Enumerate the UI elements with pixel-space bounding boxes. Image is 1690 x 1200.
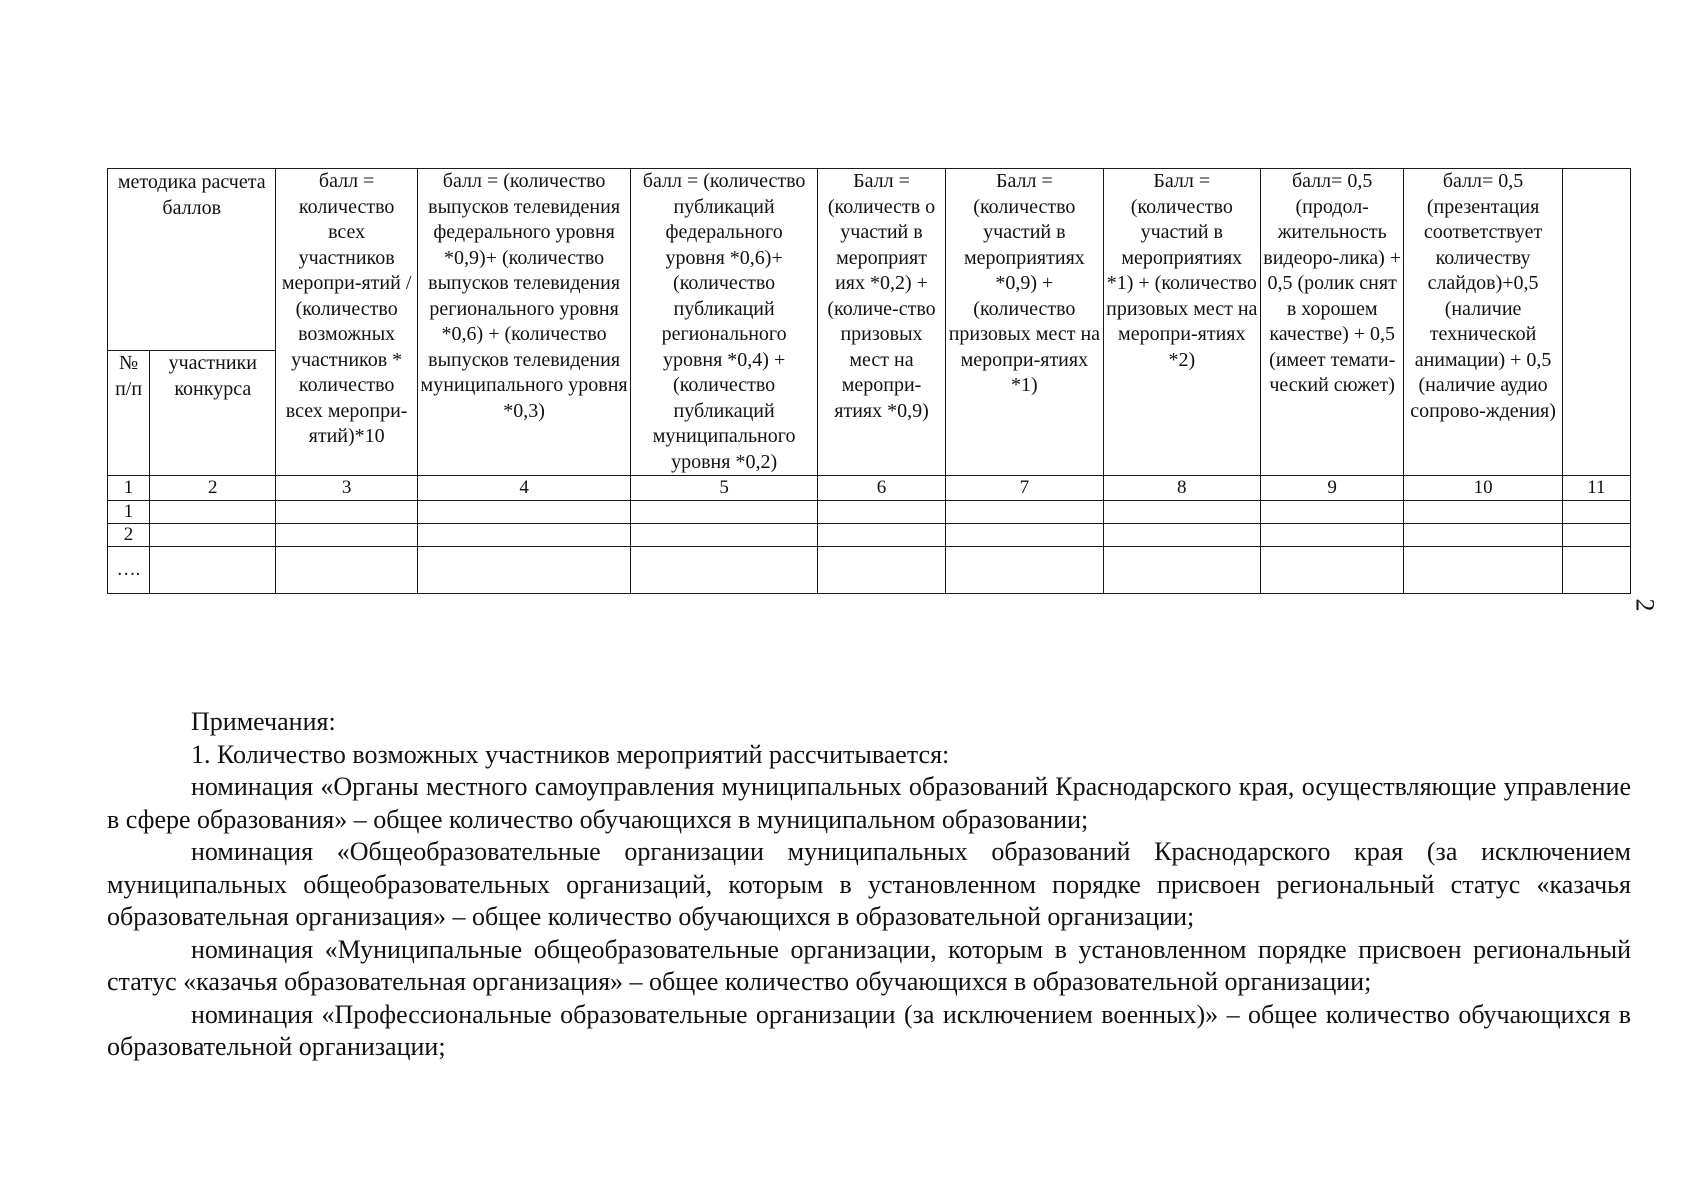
header-col-8: Балл = (количество участий в мероприятиях *1) + (количество призовых мест на меропри-ятиях *2) — [1103, 169, 1260, 476]
header-col-5: балл = (количество публикаций федерального уровня *0,6)+ (количество публикаций регионального уровня *0,4) + (количество публикаций муниципального уровня *0,2) — [631, 169, 817, 476]
empty-cell — [417, 547, 631, 594]
column-number: 5 — [631, 476, 817, 501]
empty-cell — [276, 547, 417, 594]
notes-paragraph: номинация «Общеобразовательные организации муниципальных образований Краснодарского края (за исключением муниципальных общеобразовательных организаций, которым в установленном порядке присвоен региональный статус «казачья образовательная организация» – общее количество обучающихся в образовательной организации; — [107, 837, 1631, 931]
participants-header: участники конкурса — [150, 351, 276, 476]
empty-cell — [1260, 524, 1403, 547]
column-number: 11 — [1562, 476, 1630, 501]
notes-item-1: 1. Количество возможных участников мероприятий рассчитывается: — [191, 739, 950, 769]
method-header: методика расчета баллов — [108, 169, 276, 351]
empty-cell — [1103, 524, 1260, 547]
empty-cell — [276, 524, 417, 547]
empty-cell — [1562, 547, 1630, 594]
empty-cell — [150, 547, 276, 594]
empty-cell — [1404, 547, 1562, 594]
empty-cell — [1404, 524, 1562, 547]
empty-cell — [417, 524, 631, 547]
notes-section — [107, 706, 1631, 1064]
column-number: 8 — [1103, 476, 1260, 501]
empty-cell — [1404, 501, 1562, 524]
empty-cell — [1260, 547, 1403, 594]
empty-cell — [150, 501, 276, 524]
empty-cell — [1562, 524, 1630, 547]
header-col-11 — [1562, 169, 1630, 476]
header-col-9: балл= 0,5 (продол-жительность видеоро-лика) + 0,5 (ролик снят в хорошем качестве) + 0,5 (имеет темати-ческий сюжет) — [1260, 169, 1403, 476]
empty-cell — [417, 501, 631, 524]
column-number: 9 — [1260, 476, 1403, 501]
row-number: 1 — [108, 501, 150, 524]
empty-cell — [631, 501, 817, 524]
column-number: 1 — [108, 476, 150, 501]
notes-paragraph: номинация «Органы местного самоуправления муниципальных образований Краснодарского края, осуществляющие управление в сфере образования» – общее количество обучающихся в муниципальном образовании; — [107, 772, 1631, 834]
empty-cell — [817, 547, 945, 594]
column-number: 10 — [1404, 476, 1562, 501]
empty-cell — [1103, 547, 1260, 594]
header-col-10: балл= 0,5 (презентация соответствует количеству слайдов)+0,5 (наличие технической анимации) + 0,5 (наличие аудио сопрово-ждения) — [1404, 169, 1562, 476]
row-number: 2 — [108, 524, 150, 547]
column-number: 2 — [150, 476, 276, 501]
column-number: 4 — [417, 476, 631, 501]
num-header: № п/п — [108, 351, 150, 476]
row-number: …. — [108, 547, 150, 594]
empty-cell — [946, 524, 1103, 547]
column-number-row — [108, 476, 1631, 501]
empty-cell — [276, 501, 417, 524]
notes-paragraph: номинация «Муниципальные общеобразовательные организации, которым в установленном порядке присвоен региональный статус «казачья образовательная организация» – общее количество обучающихся в образовательной организации; — [107, 934, 1631, 996]
table-row — [108, 501, 1631, 524]
header-col-4: балл = (количество выпусков телевидения федерального уровня *0,9)+ (количество выпусков телевидения регионального уровня *0,6) + (количество выпусков телевидения муниципального уровня *0,3) — [417, 169, 631, 476]
empty-cell — [150, 524, 276, 547]
header-col-3: балл = количество всех участников меропри-ятий / (количество возможных участников * количество всех меропри-ятий)*10 — [276, 169, 417, 476]
empty-cell — [946, 547, 1103, 594]
column-number: 3 — [276, 476, 417, 501]
empty-cell — [1260, 501, 1403, 524]
empty-cell — [1562, 501, 1630, 524]
scoring-table — [107, 168, 1631, 594]
page-number: 2 — [1630, 598, 1660, 612]
notes-title: Примечания: — [191, 707, 336, 736]
empty-cell — [631, 547, 817, 594]
empty-cell — [817, 501, 945, 524]
header-col-7: Балл = (количество участий в мероприятиях *0,9) + (количество призовых мест на меропри-ятиях *1) — [946, 169, 1103, 476]
empty-cell — [817, 524, 945, 547]
table-row — [108, 547, 1631, 594]
empty-cell — [946, 501, 1103, 524]
empty-cell — [1103, 501, 1260, 524]
empty-cell — [631, 524, 817, 547]
notes-paragraph: номинация «Профессиональные образовательные организации (за исключением военных)» – общее количество обучающихся в образовательной организации; — [107, 999, 1631, 1061]
table-row — [108, 524, 1631, 547]
header-col-6: Балл = (количеств о участий в мероприят иях *0,2) + (количе-ство призовых мест на меропри-ятиях *0,9) — [817, 169, 945, 476]
column-number: 7 — [946, 476, 1103, 501]
column-number: 6 — [817, 476, 945, 501]
